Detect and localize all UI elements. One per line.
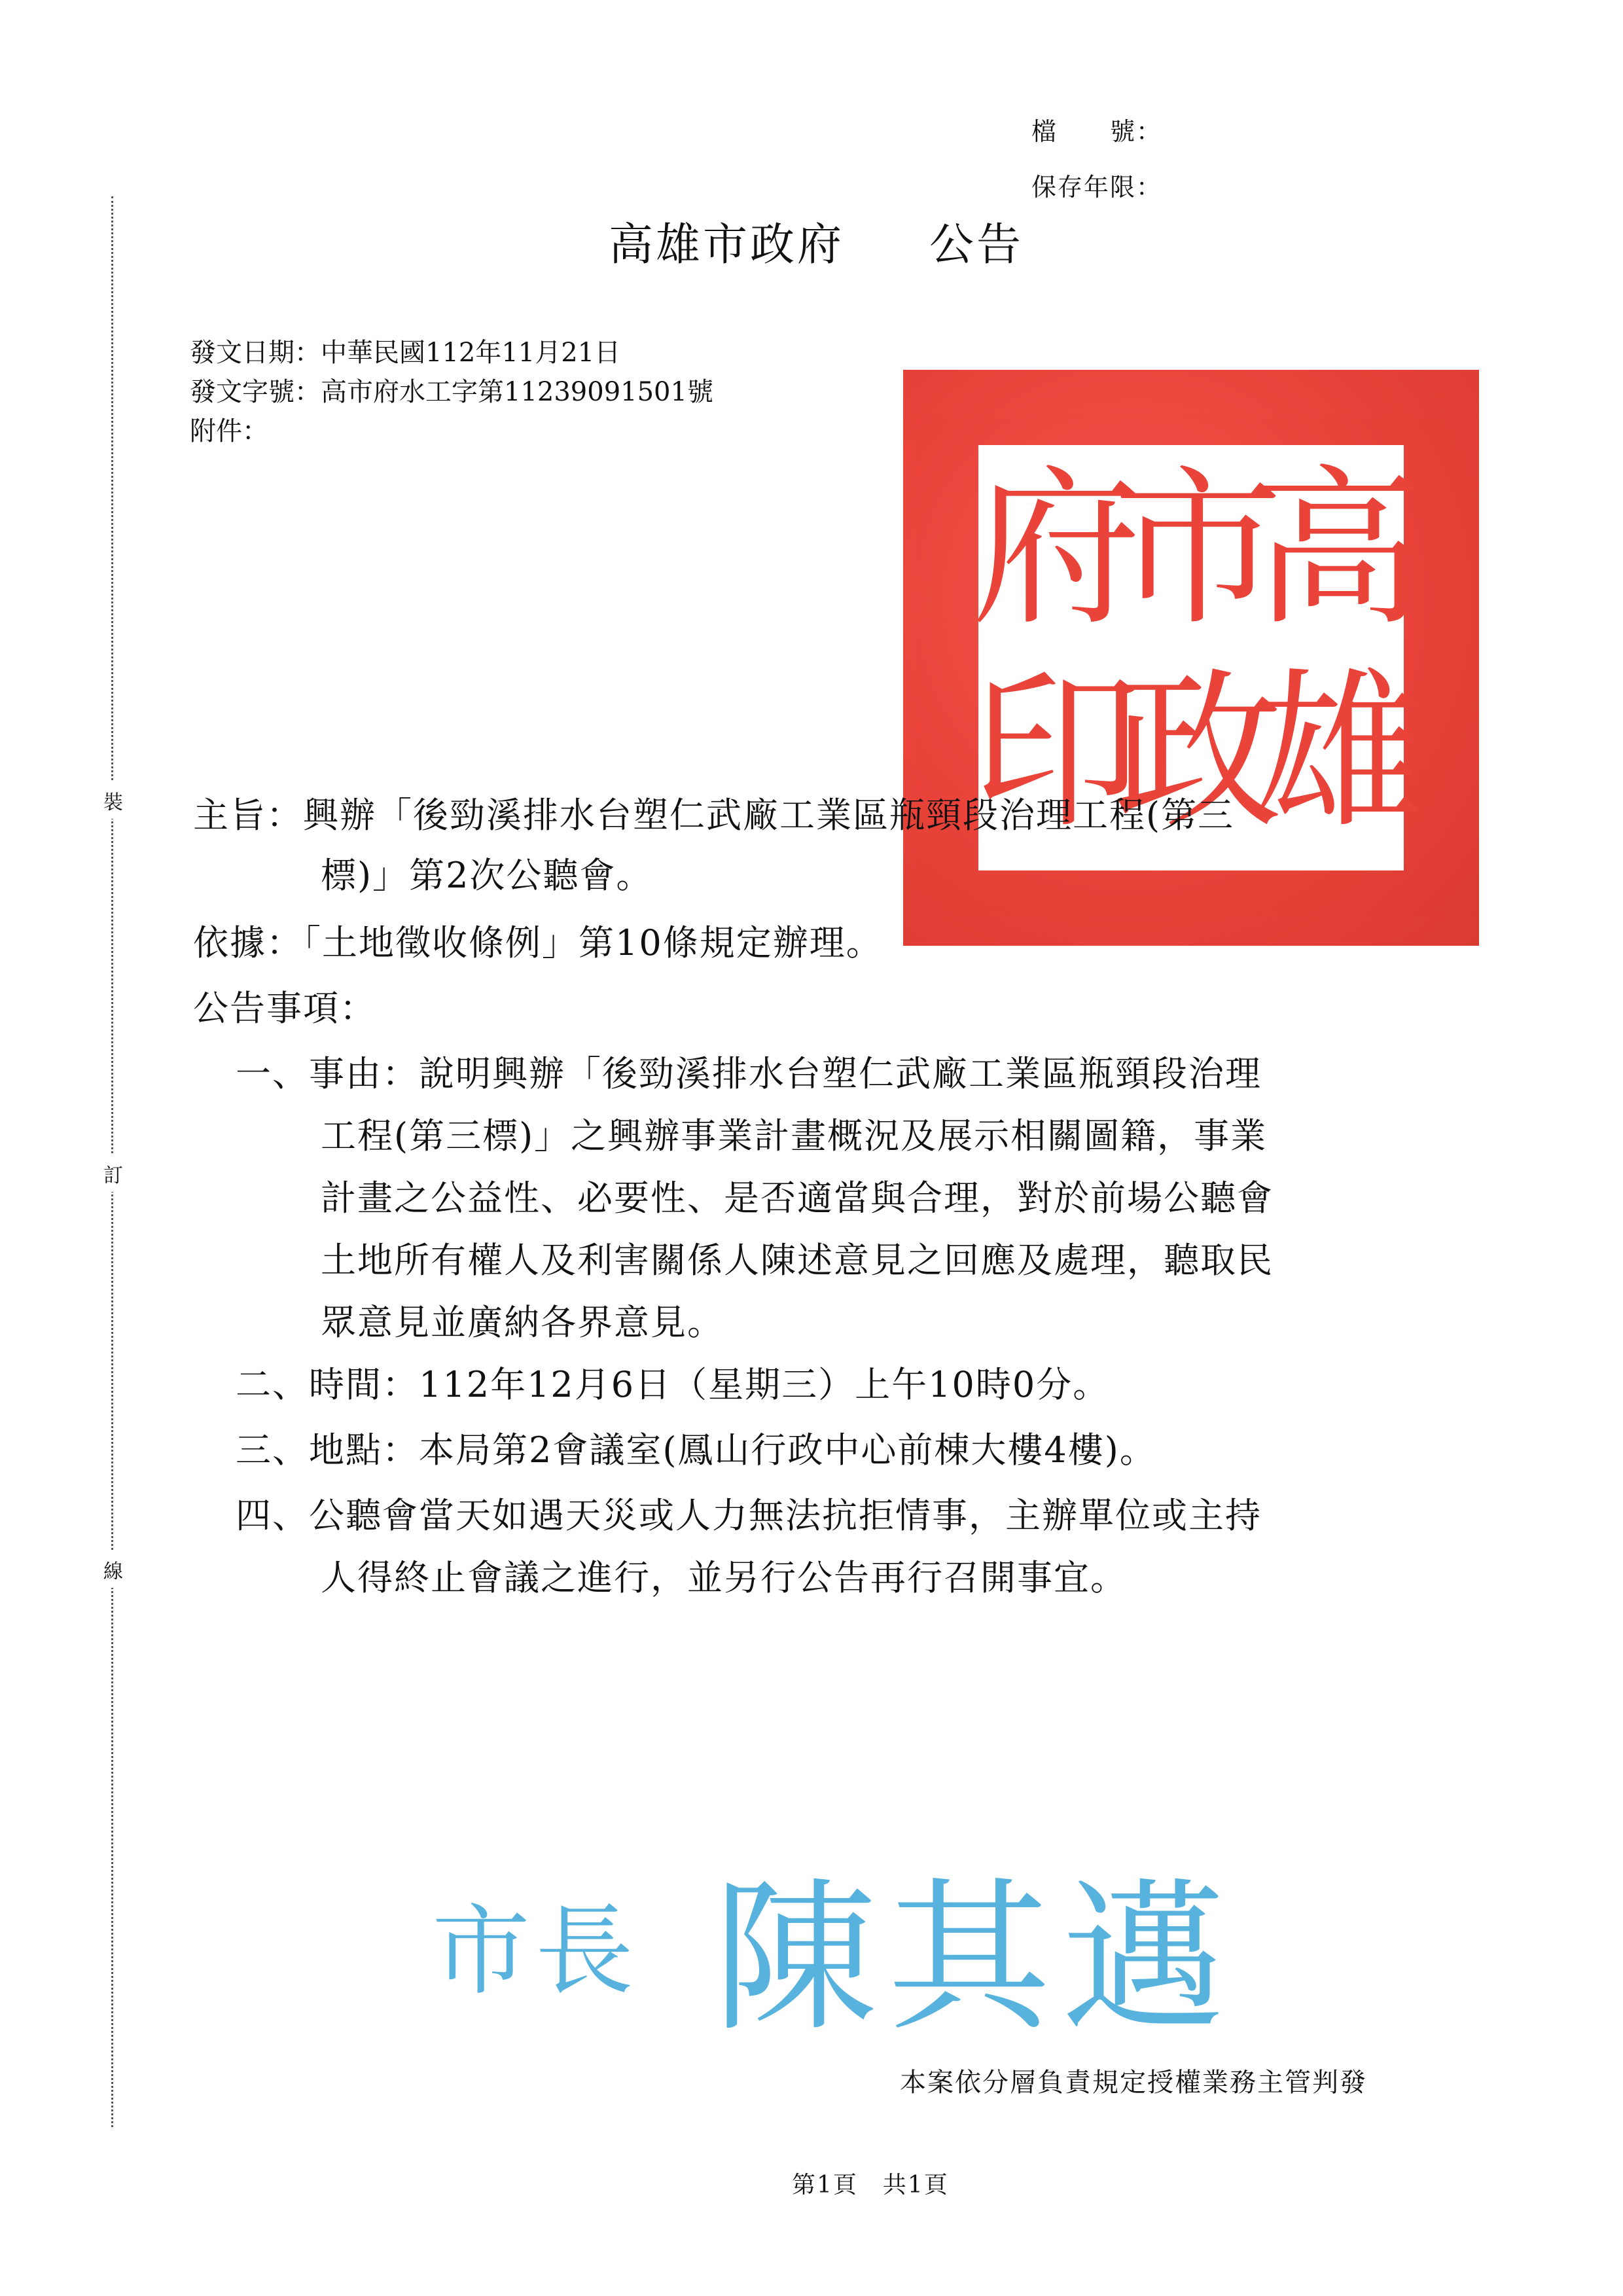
item-4-line-1: 四、公聽會當天如遇天災或人力無法抗拒情事，主辦單位或主持 [236, 1495, 1262, 1536]
page-number: 第1頁 共1頁 [792, 2172, 949, 2198]
seal-char: 市 [1113, 451, 1283, 649]
file-number-label: 檔 號： [1031, 117, 1163, 146]
document-title-type: 公告 [929, 219, 1024, 271]
signature-title: 市長 [432, 1895, 639, 2009]
issue-date: 發文日期：中華民國112年11月21日 [190, 338, 621, 368]
item-3-location: 三、地點：本局第2會議室(鳳山行政中心前棟大樓4樓)。 [236, 1429, 1156, 1471]
document-number: 發文字號：高市府水工字第11239091501號 [190, 377, 713, 407]
seal-char: 府 [972, 451, 1142, 649]
item-1-line-1: 一、事由：說明興辦「後勁溪排水台塑仁武廠工業區瓶頸段治理 [236, 1053, 1262, 1094]
seal-char: 印 [972, 654, 1142, 852]
attachment-label: 附件： [190, 416, 268, 446]
announcement-items-heading: 公告事項： [193, 988, 376, 1029]
subject-line-2: 標)」第2次公聽會。 [321, 855, 653, 896]
binding-mark-staple: 訂 [103, 1155, 123, 1192]
item-1-line-4: 土地所有權人及利害關係人陳述意見之回應及處理，聽取民 [321, 1240, 1274, 1281]
binding-mark-bind: 裝 [103, 782, 123, 819]
subject-line-1: 主旨：興辦「後勁溪排水台塑仁武廠工業區瓶頸段治理工程(第三 [193, 795, 1235, 836]
item-1-line-3: 計畫之公益性、必要性、是否適當與合理，對於前場公聽會 [321, 1177, 1274, 1219]
item-1-line-2: 工程(第三標)」之興辦事業計畫概況及展示相關圖籍，事業 [321, 1115, 1268, 1157]
signature-name: 陳其邁 [713, 1863, 1236, 2053]
seal-char: 高 [1253, 451, 1423, 649]
item-1-line-5: 眾意見並廣納各界意見。 [321, 1302, 724, 1343]
delegation-note: 本案依分層負責規定授權業務主管判發 [900, 2068, 1367, 2098]
seal-char: 政 [1113, 654, 1283, 852]
item-2-time: 二、時間：112年12月6日（星期三）上午10時0分。 [236, 1364, 1110, 1405]
binding-mark-line: 線 [103, 1551, 123, 1588]
seal-char: 雄 [1253, 654, 1423, 852]
document-title-org: 高雄市政府 [609, 219, 845, 271]
basis-line: 依據：「土地徵收條例」第10條規定辦理。 [193, 922, 883, 963]
official-seal-stamp [903, 370, 1479, 946]
retention-period-label: 保存年限： [1031, 173, 1163, 202]
item-4-line-2: 人得終止會議之進行，並另行公告再行召開事宜。 [321, 1557, 1127, 1598]
